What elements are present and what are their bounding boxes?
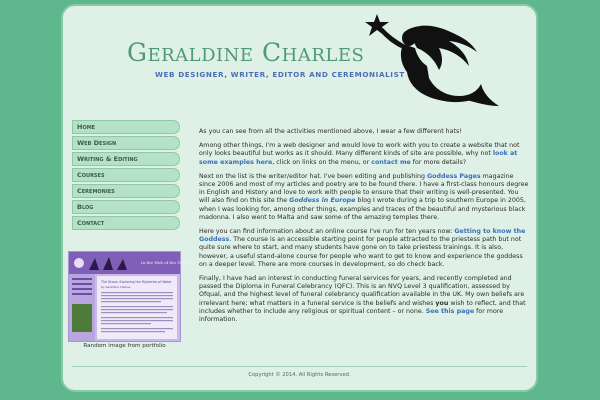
see-this-page-link[interactable]: See this page — [425, 307, 475, 315]
portfolio-thumb-heading: The Grove: Exploring the Mysteries of Water — [101, 280, 172, 284]
nav-item-writing-editing[interactable]: Writing & Editing — [72, 152, 180, 166]
web-design-paragraph: Among other things, I'm a web designer and would love to work with you to create a website that not only looks beautiful but works as it should. Many different kinds of site are possible, why not look at some examples here, click on links on the menu, or contact me for more details? — [199, 142, 520, 166]
course-link[interactable]: Getting to know the Goddess — [199, 228, 526, 244]
course-paragraph: Here you can find information about an online course I've run for ten years now: Getting to know the Goddess. The course is an accessible starting point for people attracted to the priestess path but not quite sure where to start, and many students have gone on to take priestess trainings. It is also, however, a useful stand-alone course for people who want to get to know and experience the goddess on a deeper level. There are more courses in development, so do check back. — [199, 228, 526, 268]
funeral-paragraph: Finally, I have had an interest in conducting funeral services for years, and recently completed and passed the Diploma in Funeral Celebrancy (QFC). This is an NVQ Level 3 qualification, assessed by Ofqual, and the highest level of funeral celebrancy qualification available in the UK. My own beliefs are irrelevant here; what matters in a funeral service is the beliefs and wishes you wish to reflect, and that includes whether to include any religious or spiritual content – or none. See this page for more information. — [199, 275, 526, 324]
nav-item-web-design[interactable]: Web Design — [72, 136, 180, 150]
nav-item-blog[interactable]: Blog — [72, 200, 180, 214]
nav-item-ceremonies[interactable]: Ceremonies — [72, 184, 180, 198]
nav-item-courses[interactable]: Courses — [72, 168, 180, 182]
nav-item-home[interactable]: Home — [72, 120, 180, 134]
intro-paragraph: As you can see from all the activities mentioned above, I wear a few different hats! — [199, 128, 462, 135]
site-title[interactable]: Geraldine Charles — [127, 38, 365, 67]
main-content — [199, 128, 529, 330]
portfolio-thumbnail-icon — [69, 252, 195, 341]
contact-link[interactable]: contact me — [371, 158, 411, 166]
main-nav — [72, 120, 180, 232]
goddess-in-europe-link[interactable]: Goddess in Europe — [289, 197, 356, 205]
goddess-pages-link[interactable]: Goddess Pages — [426, 172, 481, 180]
nav-item-contact[interactable]: Contact — [72, 216, 180, 230]
footer-divider — [72, 366, 527, 367]
examples-link[interactable]: look at some examples here — [199, 150, 518, 166]
portfolio-image[interactable] — [68, 251, 195, 342]
footer-copyright: Copyright © 2014. All Rights Reserved. — [248, 372, 351, 378]
mermaid-logo-icon — [363, 8, 503, 114]
site-tagline: WEB DESIGNER, WRITER, EDITOR AND CEREMONIALIST — [155, 70, 405, 79]
portfolio-caption: Random image from portfolio — [83, 343, 166, 349]
page-container — [61, 4, 538, 392]
portfolio-thumb-title: In the Web of the Goddess — [141, 260, 195, 265]
site-header — [63, 6, 536, 116]
writer-paragraph: Next on the list is the writer/editor hat. I've been editing and publishing Goddess Pages magazine since 2006 and most of my articles and poetry are to be found there. I have a first-class honours degree in English and History and love to work with people to ensure that their writing is well-presented. You will also find on this site the Goddess in Europe blog I wrote during a trip to southern Europe in 2005, when I was looking for, among other things, examples and traces of the beautiful and mysterious black madonna. I also went to Malta and saw some of the amazing temples there. — [199, 172, 529, 221]
portfolio-thumb-author: by Geraldine Charles — [101, 285, 131, 289]
